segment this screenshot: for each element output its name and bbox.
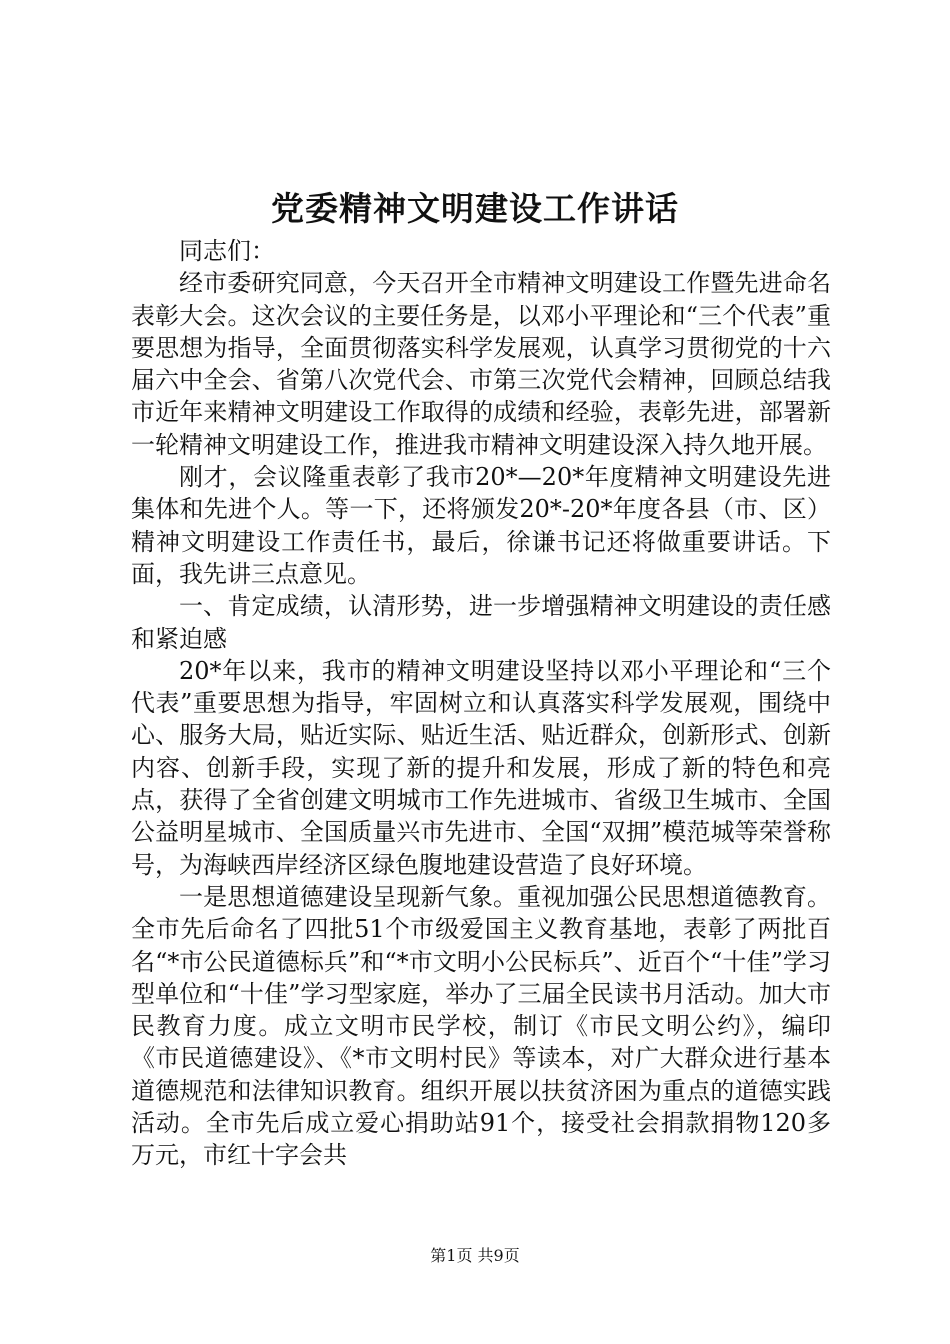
salutation: 同志们： (179, 237, 275, 265)
paragraph-moral-construction: 一是思想道德建设呈现新气象。重视加强公民思想道德教育。全市先后命名了四批51个市级爱国主义教育基地，表彰了两批百名“*市公民道德标兵”和“*市文明小公民标兵”、近百个“十佳”学习型单位和“十佳”学习型家庭，举办了三届全民读书月活动。加大市民教育力度。成立文明市民学校，制订《市民文明公约》，编印《市民道德建设》、《*市文明村民》等读本，对广大群众进行基本道德规范和法律知识教育。组织开展以扶贫济困为重点的道德实践活动。全市先后成立爱心捐助站91个，接受社会捐款捐物120多万元，市红十字会共 (131, 882, 831, 1170)
paragraph-intro: 经市委研究同意，今天召开全市精神文明建设工作暨先进命名表彰大会。这次会议的主要任务是，以邓小平理论和“三个代表”重要思想为指导，全面贯彻落实科学发展观，认真学习贯彻党的十六届六中全会、省第八次党代会、市第三次党代会精神，回顾总结我市近年来精神文明建设工作取得的成绩和经验，表彰先进，部署新一轮精神文明建设工作，推进我市精神文明建设深入持久地开展。 (131, 269, 831, 459)
page-footer: 第1页 共9页 (430, 1246, 520, 1265)
section-heading-1: 一、肯定成绩，认清形势，进一步增强精神文明建设的责任感和紧迫感 (131, 592, 831, 653)
paragraph-agenda: 刚才，会议隆重表彰了我市20*—20*年度精神文明建设先进集体和先进个人。等一下，还将颁发20*-20*年度各县（市、区）精神文明建设工作责任书，最后，徐谦书记还将做重要讲话。下面，我先讲三点意见。 (131, 463, 831, 588)
document-body (131, 235, 831, 1172)
paragraph-achievements: 20*年以来，我市的精神文明建设坚持以邓小平理论和“三个代表”重要思想为指导，牢固树立和认真落实科学发展观，围绕中心、服务大局，贴近实际、贴近生活、贴近群众，创新形式、创新内容、创新手段，实现了新的提升和发展，形成了新的特色和亮点，获得了全省创建文明城市工作先进城市、省级卫生城市、全国公益明星城市、全国质量兴市先进市、全国“双拥”模范城等荣誉称号，为海峡西岸经济区绿色腹地建设营造了良好环境。 (131, 656, 831, 879)
document-title: 党委精神文明建设工作讲话 (271, 189, 679, 228)
